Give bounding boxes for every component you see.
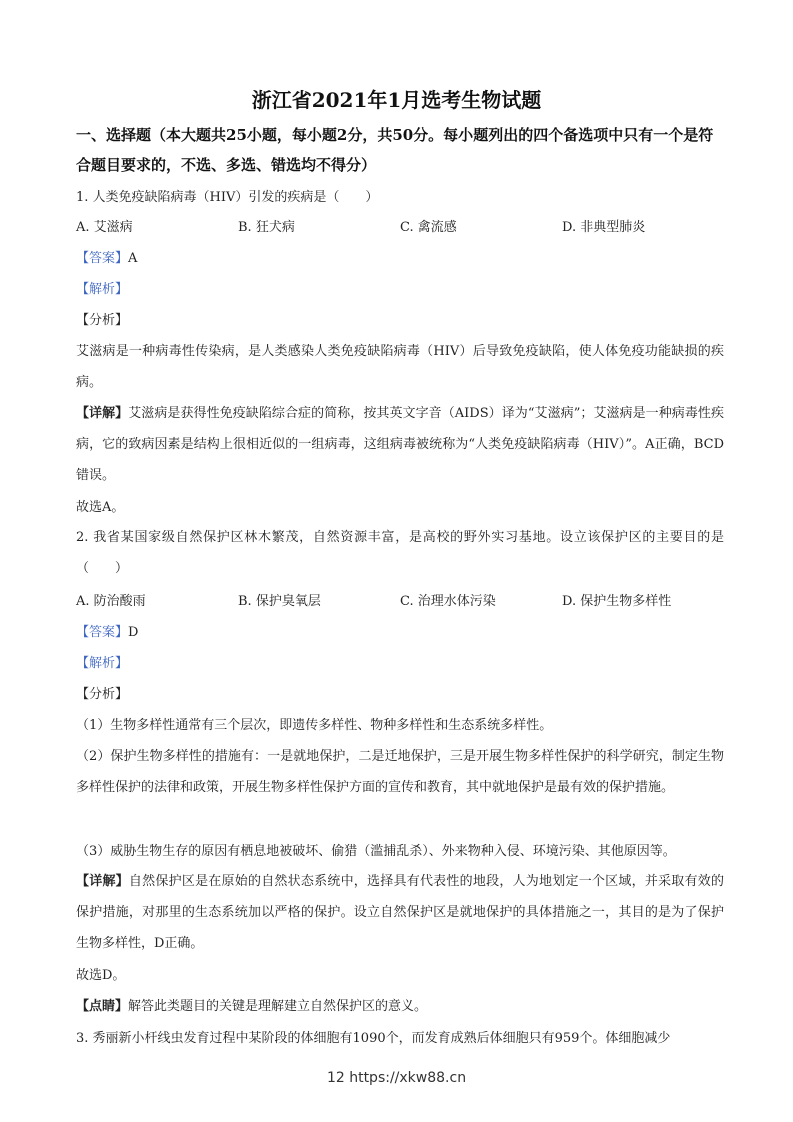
- page-title: 浙江省2021年1月选考生物试题: [251, 88, 542, 112]
- q2-dianjing: [76, 997, 726, 1017]
- q2-fenxi-1: （1）生物多样性通常有三个层次，即遗传多样性、物种多样性和生态系统多样性。: [76, 718, 553, 733]
- xiangjie-text: 艾滋病是获得性免疫缺陷综合症的简称，按其英文字音（AIDS）译为“艾滋病”；艾滋病是一种病毒性疾病，它的致病因素是结构上很相近似的一组病毒，这组病毒被统称为“人类免疫缺陷病毒（HIV）”。A正确，BCD错误。: [76, 406, 724, 483]
- q1-stem: 1. 人类免疫缺陷病毒（HIV）引发的疾病是（ ）: [76, 190, 379, 205]
- q1-answer: [76, 249, 726, 269]
- q1-option-c: C. 禽流感: [400, 220, 457, 235]
- q3-stem: 3. 秀丽新小杆线虫发育过程中某阶段的体细胞有1090个，而发育成熟后体细胞只有959个。体细胞减少: [76, 1031, 671, 1046]
- q2-jiexi-label: 【解析】: [76, 656, 129, 671]
- answer-value: A: [128, 251, 138, 266]
- q1-xiangjie: [76, 398, 724, 491]
- dianjing-label: 【点睛】: [76, 999, 129, 1014]
- q2-option-d: D. 保护生物多样性: [562, 594, 672, 609]
- q2-stem: 2. 我省某国家级自然保护区林木繁茂，自然资源丰富，是高校的野外实习基地。设立该保护区的主要目的是（ ）: [76, 530, 724, 576]
- xiangjie-label: 【详解】: [76, 874, 129, 889]
- dianjing-text: 解答此类题目的关键是理解建立自然保护区的意义。: [128, 999, 428, 1014]
- answer-label: 【答案】: [76, 251, 129, 266]
- q2-option-c: C. 治理水体污染: [400, 594, 496, 609]
- section-heading: 一、选择题（本大题共25小题，每小题2分，共50分。每小题列出的四个备选项中只有一个是符合题目要求的，不选、多选、错选均不得分）: [76, 126, 714, 174]
- q1-jiexi-label: 【解析】: [76, 282, 129, 297]
- page-footer: 12 https://xkw88.cn: [326, 1070, 467, 1086]
- answer-value: D: [128, 625, 139, 640]
- xiangjie-text: 自然保护区是在原始的自然状态系统中，选择具有代表性的地段，人为地划定一个区域，并采取有效的保护措施，对那里的生态系统加以严格的保护。设立自然保护区是就地保护的具体措施之一，其目的是为了保护生物多样性，D正确。: [76, 874, 724, 951]
- q1-option-d: D. 非典型肺炎: [562, 220, 646, 235]
- q1-conclusion: 故选A。: [76, 500, 125, 515]
- xiangjie-label: 【详解】: [76, 406, 129, 421]
- q1-fenxi-text: 艾滋病是一种病毒性传染病，是人类感染人类免疫缺陷病毒（HIV）后导致免疫缺陷，使人体免疫功能缺损的疾病。: [76, 344, 724, 390]
- q2-option-a: A. 防治酸雨: [76, 594, 146, 609]
- q2-xiangjie: [76, 866, 724, 959]
- q2-fenxi-2: （2）保护生物多样性的措施有：一是就地保护，二是迁地保护，三是开展生物多样性保护的科学研究，制定生物多样性保护的法律和政策，开展生物多样性保护方面的宣传和教育，其中就地保护是最有效的保护措施。: [76, 749, 724, 795]
- q2-option-b: B. 保护臭氧层: [238, 594, 321, 609]
- answer-label: 【答案】: [76, 625, 129, 640]
- q1-option-a: A. 艾滋病: [76, 220, 133, 235]
- q2-fenxi-3: （3）威胁生物生存的原因有栖息地被破坏、偷猎（滥捕乱杀）、外来物种入侵、环境污染、其他原因等。: [76, 844, 676, 859]
- q2-conclusion: 故选D。: [76, 968, 126, 983]
- q2-fenxi-label: 【分析】: [76, 687, 129, 702]
- q2-answer: [76, 623, 726, 643]
- q1-option-b: B. 狂犬病: [238, 220, 295, 235]
- q1-fenxi-label: 【分析】: [76, 313, 129, 328]
